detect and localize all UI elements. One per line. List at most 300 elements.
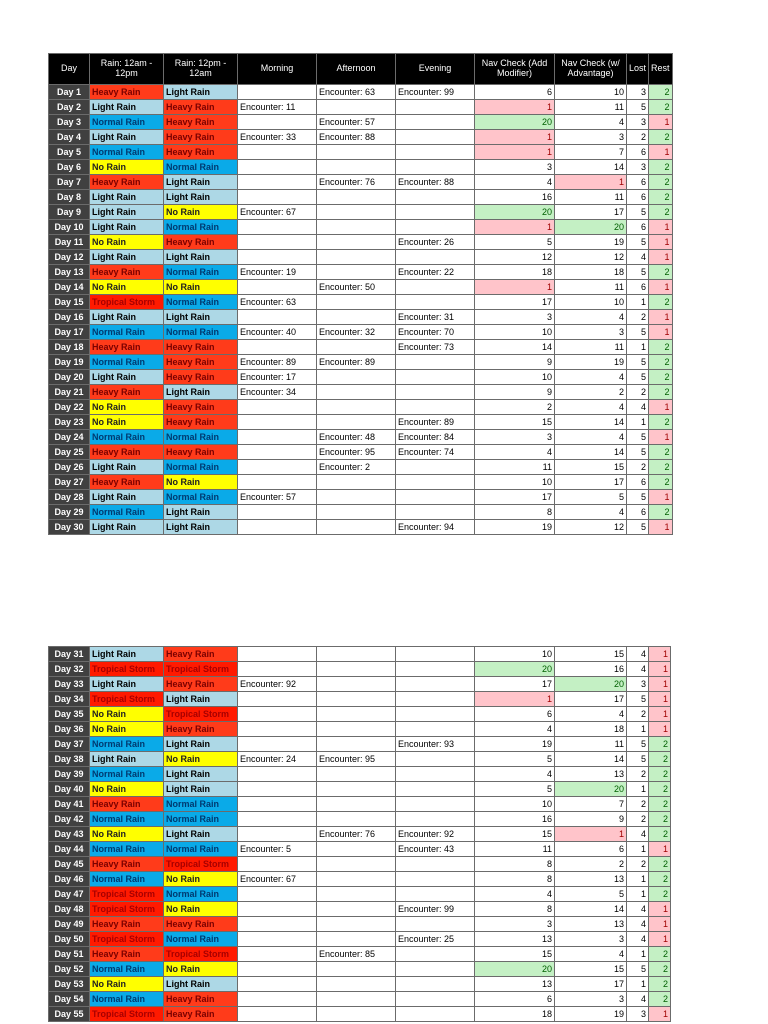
rain-pm-cell[interactable]: No Rain [164,872,238,887]
afternoon-cell[interactable] [317,902,396,917]
nav-check-advantage-cell[interactable]: 4 [555,505,627,520]
afternoon-cell[interactable]: Encounter: 57 [317,115,396,130]
evening-cell[interactable] [396,812,475,827]
rain-pm-cell[interactable]: Normal Rain [164,812,238,827]
rain-pm-cell[interactable]: Tropical Storm [164,947,238,962]
evening-cell[interactable]: Encounter: 93 [396,737,475,752]
afternoon-cell[interactable]: Encounter: 63 [317,85,396,100]
rain-pm-cell[interactable]: Normal Rain [164,265,238,280]
morning-cell[interactable] [238,1007,317,1022]
nav-check-advantage-cell[interactable]: 11 [555,100,627,115]
rain-am-cell[interactable]: Normal Rain [90,115,164,130]
day-cell[interactable]: Day 21 [49,385,90,400]
evening-cell[interactable] [396,752,475,767]
lost-cell[interactable]: 5 [627,355,649,370]
rain-pm-cell[interactable]: Heavy Rain [164,355,238,370]
nav-check-modifier-cell[interactable]: 4 [475,767,555,782]
day-cell[interactable]: Day 9 [49,205,90,220]
rain-am-cell[interactable]: Light Rain [90,310,164,325]
day-cell[interactable]: Day 40 [49,782,90,797]
rest-cell[interactable]: 2 [649,872,671,887]
rain-pm-cell[interactable]: Tropical Storm [164,857,238,872]
nav-check-modifier-cell[interactable]: 8 [475,902,555,917]
rain-pm-cell[interactable]: Heavy Rain [164,130,238,145]
afternoon-cell[interactable] [317,400,396,415]
nav-check-advantage-cell[interactable]: 4 [555,947,627,962]
morning-cell[interactable] [238,902,317,917]
evening-cell[interactable] [396,205,475,220]
day-cell[interactable]: Day 31 [49,647,90,662]
day-cell[interactable]: Day 22 [49,400,90,415]
evening-cell[interactable] [396,887,475,902]
rain-pm-cell[interactable]: Normal Rain [164,325,238,340]
rain-am-cell[interactable]: Light Rain [90,220,164,235]
nav-check-modifier-cell[interactable]: 10 [475,325,555,340]
nav-check-modifier-cell[interactable]: 19 [475,520,555,535]
column-header-nav-check-advantage[interactable]: Nav Check (w/ Advantage) [555,54,627,85]
morning-cell[interactable] [238,767,317,782]
afternoon-cell[interactable] [317,220,396,235]
morning-cell[interactable]: Encounter: 67 [238,205,317,220]
rain-pm-cell[interactable]: Light Rain [164,737,238,752]
rain-am-cell[interactable]: Normal Rain [90,325,164,340]
rain-am-cell[interactable]: Heavy Rain [90,340,164,355]
rain-pm-cell[interactable]: Normal Rain [164,430,238,445]
morning-cell[interactable] [238,857,317,872]
rain-am-cell[interactable]: Light Rain [90,752,164,767]
rest-cell[interactable]: 1 [649,662,671,677]
rain-am-cell[interactable]: Heavy Rain [90,445,164,460]
morning-cell[interactable]: Encounter: 33 [238,130,317,145]
morning-cell[interactable] [238,782,317,797]
nav-check-modifier-cell[interactable]: 8 [475,505,555,520]
morning-cell[interactable] [238,175,317,190]
nav-check-advantage-cell[interactable]: 17 [555,977,627,992]
afternoon-cell[interactable] [317,662,396,677]
afternoon-cell[interactable] [317,797,396,812]
afternoon-cell[interactable] [317,250,396,265]
rest-cell[interactable]: 2 [649,340,673,355]
nav-check-advantage-cell[interactable]: 13 [555,872,627,887]
rain-am-cell[interactable]: Light Rain [90,190,164,205]
afternoon-cell[interactable] [317,190,396,205]
evening-cell[interactable] [396,722,475,737]
rest-cell[interactable]: 1 [649,932,671,947]
evening-cell[interactable] [396,677,475,692]
rest-cell[interactable]: 2 [649,100,673,115]
nav-check-modifier-cell[interactable]: 15 [475,827,555,842]
rest-cell[interactable]: 2 [649,977,671,992]
morning-cell[interactable] [238,662,317,677]
rain-pm-cell[interactable]: Heavy Rain [164,445,238,460]
afternoon-cell[interactable] [317,962,396,977]
evening-cell[interactable] [396,130,475,145]
evening-cell[interactable] [396,295,475,310]
rain-pm-cell[interactable]: Normal Rain [164,490,238,505]
lost-cell[interactable]: 4 [627,662,649,677]
afternoon-cell[interactable] [317,707,396,722]
lost-cell[interactable]: 5 [627,737,649,752]
rain-pm-cell[interactable]: Heavy Rain [164,722,238,737]
rain-pm-cell[interactable]: Normal Rain [164,932,238,947]
evening-cell[interactable] [396,977,475,992]
afternoon-cell[interactable] [317,235,396,250]
nav-check-advantage-cell[interactable]: 1 [555,175,627,190]
rest-cell[interactable]: 1 [649,1007,671,1022]
lost-cell[interactable]: 1 [627,872,649,887]
day-cell[interactable]: Day 39 [49,767,90,782]
nav-check-modifier-cell[interactable]: 17 [475,490,555,505]
nav-check-advantage-cell[interactable]: 19 [555,235,627,250]
morning-cell[interactable]: Encounter: 19 [238,265,317,280]
afternoon-cell[interactable] [317,205,396,220]
lost-cell[interactable]: 4 [627,250,649,265]
day-cell[interactable]: Day 42 [49,812,90,827]
afternoon-cell[interactable] [317,415,396,430]
rest-cell[interactable]: 1 [649,220,673,235]
rain-am-cell[interactable]: Light Rain [90,370,164,385]
nav-check-advantage-cell[interactable]: 17 [555,475,627,490]
column-header-morning[interactable]: Morning [238,54,317,85]
nav-check-modifier-cell[interactable]: 17 [475,677,555,692]
afternoon-cell[interactable] [317,385,396,400]
morning-cell[interactable] [238,430,317,445]
day-cell[interactable]: Day 53 [49,977,90,992]
nav-check-modifier-cell[interactable]: 16 [475,812,555,827]
lost-cell[interactable]: 6 [627,175,649,190]
nav-check-modifier-cell[interactable]: 20 [475,115,555,130]
rain-am-cell[interactable]: No Rain [90,400,164,415]
afternoon-cell[interactable]: Encounter: 48 [317,430,396,445]
evening-cell[interactable] [396,220,475,235]
rain-am-cell[interactable]: No Rain [90,827,164,842]
rest-cell[interactable]: 2 [649,460,673,475]
rest-cell[interactable]: 2 [649,857,671,872]
nav-check-modifier-cell[interactable]: 19 [475,737,555,752]
lost-cell[interactable]: 5 [627,205,649,220]
afternoon-cell[interactable]: Encounter: 32 [317,325,396,340]
evening-cell[interactable] [396,100,475,115]
rain-pm-cell[interactable]: Normal Rain [164,220,238,235]
day-cell[interactable]: Day 16 [49,310,90,325]
lost-cell[interactable]: 5 [627,692,649,707]
day-cell[interactable]: Day 4 [49,130,90,145]
nav-check-advantage-cell[interactable]: 15 [555,647,627,662]
nav-check-modifier-cell[interactable]: 5 [475,235,555,250]
day-cell[interactable]: Day 15 [49,295,90,310]
rest-cell[interactable]: 1 [649,250,673,265]
afternoon-cell[interactable] [317,265,396,280]
afternoon-cell[interactable]: Encounter: 76 [317,175,396,190]
morning-cell[interactable]: Encounter: 34 [238,385,317,400]
evening-cell[interactable] [396,797,475,812]
morning-cell[interactable]: Encounter: 5 [238,842,317,857]
day-cell[interactable]: Day 19 [49,355,90,370]
rain-am-cell[interactable]: Normal Rain [90,430,164,445]
morning-cell[interactable] [238,310,317,325]
rain-am-cell[interactable]: No Rain [90,160,164,175]
evening-cell[interactable] [396,767,475,782]
column-header-rain-am[interactable]: Rain: 12am - 12pm [90,54,164,85]
afternoon-cell[interactable] [317,100,396,115]
lost-cell[interactable]: 2 [627,385,649,400]
nav-check-modifier-cell[interactable]: 15 [475,415,555,430]
rain-pm-cell[interactable]: Normal Rain [164,797,238,812]
rain-am-cell[interactable]: Light Rain [90,205,164,220]
afternoon-cell[interactable]: Encounter: 89 [317,355,396,370]
nav-check-modifier-cell[interactable]: 3 [475,160,555,175]
afternoon-cell[interactable] [317,370,396,385]
rain-am-cell[interactable]: Normal Rain [90,767,164,782]
lost-cell[interactable]: 5 [627,752,649,767]
nav-check-modifier-cell[interactable]: 10 [475,797,555,812]
lost-cell[interactable]: 2 [627,310,649,325]
nav-check-modifier-cell[interactable]: 14 [475,340,555,355]
rain-am-cell[interactable]: Heavy Rain [90,797,164,812]
nav-check-advantage-cell[interactable]: 14 [555,902,627,917]
nav-check-modifier-cell[interactable]: 2 [475,400,555,415]
rain-am-cell[interactable]: Normal Rain [90,737,164,752]
morning-cell[interactable] [238,250,317,265]
nav-check-modifier-cell[interactable]: 13 [475,932,555,947]
evening-cell[interactable]: Encounter: 26 [396,235,475,250]
afternoon-cell[interactable]: Encounter: 76 [317,827,396,842]
rain-pm-cell[interactable]: Heavy Rain [164,677,238,692]
rain-pm-cell[interactable]: Light Rain [164,175,238,190]
lost-cell[interactable]: 5 [627,235,649,250]
rain-am-cell[interactable]: Tropical Storm [90,692,164,707]
rest-cell[interactable]: 2 [649,947,671,962]
rain-pm-cell[interactable]: Tropical Storm [164,662,238,677]
evening-cell[interactable] [396,490,475,505]
lost-cell[interactable]: 6 [627,190,649,205]
afternoon-cell[interactable] [317,887,396,902]
nav-check-advantage-cell[interactable]: 12 [555,520,627,535]
evening-cell[interactable] [396,992,475,1007]
day-cell[interactable]: Day 13 [49,265,90,280]
day-cell[interactable]: Day 18 [49,340,90,355]
nav-check-modifier-cell[interactable]: 6 [475,85,555,100]
rest-cell[interactable]: 2 [649,355,673,370]
day-cell[interactable]: Day 43 [49,827,90,842]
rain-am-cell[interactable]: Heavy Rain [90,947,164,962]
nav-check-advantage-cell[interactable]: 3 [555,992,627,1007]
nav-check-modifier-cell[interactable]: 13 [475,977,555,992]
nav-check-modifier-cell[interactable]: 11 [475,842,555,857]
rain-am-cell[interactable]: Light Rain [90,130,164,145]
nav-check-modifier-cell[interactable]: 5 [475,782,555,797]
nav-check-modifier-cell[interactable]: 1 [475,100,555,115]
rest-cell[interactable]: 2 [649,962,671,977]
day-cell[interactable]: Day 12 [49,250,90,265]
morning-cell[interactable] [238,992,317,1007]
nav-check-advantage-cell[interactable]: 17 [555,692,627,707]
nav-check-advantage-cell[interactable]: 15 [555,962,627,977]
afternoon-cell[interactable]: Encounter: 95 [317,752,396,767]
morning-cell[interactable]: Encounter: 24 [238,752,317,767]
rain-pm-cell[interactable]: Light Rain [164,385,238,400]
rain-pm-cell[interactable]: Heavy Rain [164,400,238,415]
rain-pm-cell[interactable]: Heavy Rain [164,917,238,932]
rest-cell[interactable]: 2 [649,887,671,902]
rest-cell[interactable]: 1 [649,677,671,692]
nav-check-advantage-cell[interactable]: 4 [555,430,627,445]
day-cell[interactable]: Day 55 [49,1007,90,1022]
nav-check-modifier-cell[interactable]: 20 [475,205,555,220]
nav-check-advantage-cell[interactable]: 19 [555,355,627,370]
afternoon-cell[interactable] [317,475,396,490]
nav-check-advantage-cell[interactable]: 1 [555,827,627,842]
day-cell[interactable]: Day 49 [49,917,90,932]
morning-cell[interactable] [238,340,317,355]
rest-cell[interactable]: 1 [649,647,671,662]
morning-cell[interactable] [238,647,317,662]
nav-check-modifier-cell[interactable]: 1 [475,692,555,707]
rest-cell[interactable]: 1 [649,707,671,722]
rain-pm-cell[interactable]: Normal Rain [164,460,238,475]
nav-check-advantage-cell[interactable]: 19 [555,1007,627,1022]
rain-am-cell[interactable]: Normal Rain [90,842,164,857]
morning-cell[interactable] [238,737,317,752]
rest-cell[interactable]: 2 [649,190,673,205]
nav-check-modifier-cell[interactable]: 9 [475,355,555,370]
nav-check-advantage-cell[interactable]: 20 [555,782,627,797]
rain-pm-cell[interactable]: Normal Rain [164,160,238,175]
morning-cell[interactable]: Encounter: 92 [238,677,317,692]
morning-cell[interactable] [238,827,317,842]
day-cell[interactable]: Day 41 [49,797,90,812]
nav-check-modifier-cell[interactable]: 4 [475,175,555,190]
day-cell[interactable]: Day 34 [49,692,90,707]
rain-am-cell[interactable]: Heavy Rain [90,917,164,932]
lost-cell[interactable]: 1 [627,340,649,355]
nav-check-advantage-cell[interactable]: 3 [555,932,627,947]
rest-cell[interactable]: 1 [649,235,673,250]
rest-cell[interactable]: 2 [649,205,673,220]
day-cell[interactable]: Day 30 [49,520,90,535]
morning-cell[interactable] [238,887,317,902]
rain-pm-cell[interactable]: No Rain [164,475,238,490]
lost-cell[interactable]: 6 [627,280,649,295]
evening-cell[interactable]: Encounter: 94 [396,520,475,535]
afternoon-cell[interactable]: Encounter: 50 [317,280,396,295]
afternoon-cell[interactable] [317,812,396,827]
rest-cell[interactable]: 2 [649,130,673,145]
nav-check-advantage-cell[interactable]: 10 [555,85,627,100]
nav-check-advantage-cell[interactable]: 3 [555,325,627,340]
nav-check-modifier-cell[interactable]: 8 [475,857,555,872]
nav-check-modifier-cell[interactable]: 4 [475,445,555,460]
rest-cell[interactable]: 2 [649,827,671,842]
rain-pm-cell[interactable]: No Rain [164,280,238,295]
morning-cell[interactable] [238,520,317,535]
evening-cell[interactable] [396,962,475,977]
rain-pm-cell[interactable]: Light Rain [164,977,238,992]
day-cell[interactable]: Day 27 [49,475,90,490]
lost-cell[interactable]: 5 [627,520,649,535]
rain-pm-cell[interactable]: Light Rain [164,692,238,707]
rain-am-cell[interactable]: Normal Rain [90,962,164,977]
lost-cell[interactable]: 2 [627,130,649,145]
nav-check-advantage-cell[interactable]: 5 [555,490,627,505]
evening-cell[interactable]: Encounter: 22 [396,265,475,280]
nav-check-modifier-cell[interactable]: 18 [475,265,555,280]
rest-cell[interactable]: 1 [649,842,671,857]
rain-pm-cell[interactable]: Heavy Rain [164,340,238,355]
morning-cell[interactable] [238,145,317,160]
lost-cell[interactable]: 4 [627,400,649,415]
rest-cell[interactable]: 2 [649,295,673,310]
nav-check-advantage-cell[interactable]: 4 [555,707,627,722]
nav-check-modifier-cell[interactable]: 1 [475,220,555,235]
rain-pm-cell[interactable]: No Rain [164,205,238,220]
nav-check-advantage-cell[interactable]: 2 [555,857,627,872]
day-cell[interactable]: Day 36 [49,722,90,737]
lost-cell[interactable]: 5 [627,370,649,385]
rain-am-cell[interactable]: Light Rain [90,100,164,115]
rest-cell[interactable]: 2 [649,767,671,782]
lost-cell[interactable]: 5 [627,962,649,977]
day-cell[interactable]: Day 5 [49,145,90,160]
rain-am-cell[interactable]: No Rain [90,782,164,797]
rain-am-cell[interactable]: Tropical Storm [90,1007,164,1022]
rest-cell[interactable]: 1 [649,902,671,917]
evening-cell[interactable]: Encounter: 74 [396,445,475,460]
rest-cell[interactable]: 2 [649,415,673,430]
evening-cell[interactable] [396,872,475,887]
day-cell[interactable]: Day 3 [49,115,90,130]
nav-check-modifier-cell[interactable]: 17 [475,295,555,310]
nav-check-modifier-cell[interactable]: 1 [475,130,555,145]
rain-pm-cell[interactable]: Heavy Rain [164,115,238,130]
rest-cell[interactable]: 1 [649,917,671,932]
nav-check-advantage-cell[interactable]: 14 [555,415,627,430]
day-cell[interactable]: Day 7 [49,175,90,190]
day-cell[interactable]: Day 35 [49,707,90,722]
rain-pm-cell[interactable]: Light Rain [164,827,238,842]
rest-cell[interactable]: 1 [649,310,673,325]
afternoon-cell[interactable]: Encounter: 85 [317,947,396,962]
evening-cell[interactable]: Encounter: 92 [396,827,475,842]
rain-pm-cell[interactable]: Heavy Rain [164,370,238,385]
rain-am-cell[interactable]: Tropical Storm [90,662,164,677]
nav-check-modifier-cell[interactable]: 11 [475,460,555,475]
rain-am-cell[interactable]: Normal Rain [90,992,164,1007]
rain-pm-cell[interactable]: Normal Rain [164,295,238,310]
afternoon-cell[interactable] [317,992,396,1007]
lost-cell[interactable]: 2 [627,460,649,475]
evening-cell[interactable]: Encounter: 43 [396,842,475,857]
nav-check-modifier-cell[interactable]: 5 [475,752,555,767]
nav-check-advantage-cell[interactable]: 2 [555,385,627,400]
evening-cell[interactable]: Encounter: 99 [396,902,475,917]
rain-pm-cell[interactable]: Light Rain [164,190,238,205]
nav-check-advantage-cell[interactable]: 5 [555,887,627,902]
lost-cell[interactable]: 2 [627,707,649,722]
afternoon-cell[interactable]: Encounter: 2 [317,460,396,475]
rain-am-cell[interactable]: Heavy Rain [90,857,164,872]
afternoon-cell[interactable] [317,722,396,737]
morning-cell[interactable] [238,415,317,430]
rain-am-cell[interactable]: Normal Rain [90,505,164,520]
nav-check-advantage-cell[interactable]: 20 [555,677,627,692]
afternoon-cell[interactable] [317,505,396,520]
rest-cell[interactable]: 2 [649,737,671,752]
rest-cell[interactable]: 1 [649,400,673,415]
lost-cell[interactable]: 1 [627,295,649,310]
rain-am-cell[interactable]: Light Rain [90,677,164,692]
afternoon-cell[interactable] [317,160,396,175]
